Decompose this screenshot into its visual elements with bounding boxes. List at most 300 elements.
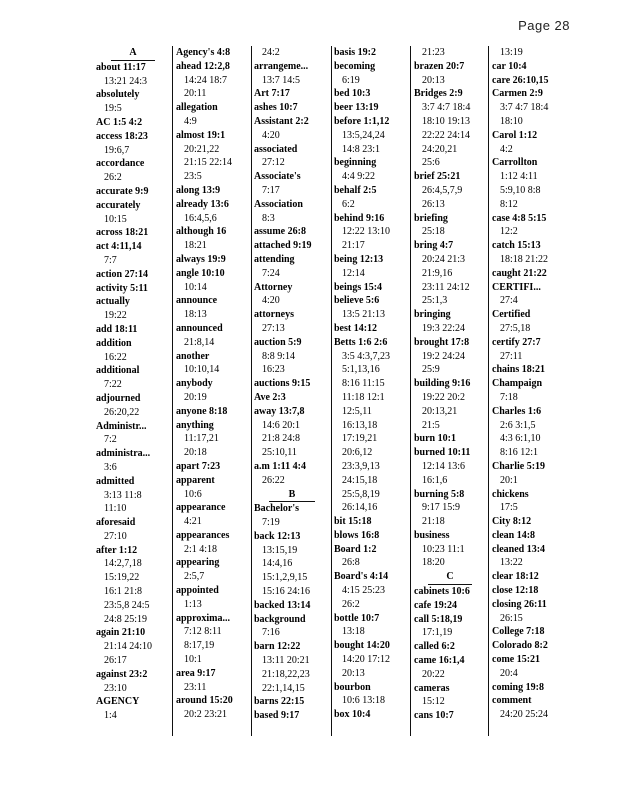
index-reference: 10:10,14	[184, 364, 220, 376]
index-reference: 2:6 3:1,5	[500, 419, 536, 431]
index-column-5	[412, 46, 486, 736]
index-reference: 20:11	[184, 88, 207, 100]
index-term: cameras	[414, 682, 450, 694]
index-term: almost 19:1	[176, 129, 226, 141]
index-reference: 27:11	[500, 350, 523, 362]
index-reference: 13:18	[342, 626, 365, 638]
index-term: burned 10:11	[414, 447, 471, 459]
index-reference: 26:14,16	[342, 502, 378, 514]
index-reference: 7:7	[104, 254, 117, 266]
index-term: bottle 10:7	[334, 612, 380, 624]
index-term: allegation	[176, 102, 218, 114]
index-term: barn 12:22	[254, 641, 301, 653]
index-term: along 13:9	[176, 184, 221, 196]
index-reference: 26:2	[342, 598, 360, 610]
column-divider	[172, 46, 173, 736]
index-reference: 16:1,6	[422, 474, 448, 486]
index-reference: 2:1 4:18	[184, 543, 218, 555]
index-reference: 13:5,24,24	[342, 129, 385, 141]
index-column-4	[332, 46, 408, 736]
index-term: clean 14:8	[492, 529, 536, 541]
index-term: bourbon	[334, 681, 371, 693]
index-reference: 27:4	[500, 295, 518, 307]
index-reference: 10:14	[184, 281, 207, 293]
index-term: Betts 1:6 2:6	[334, 336, 388, 348]
index-reference: 17:5	[500, 502, 518, 514]
index-term: apparent	[176, 474, 215, 486]
index-reference: 10:1	[184, 654, 202, 666]
index-reference: 26:22	[262, 474, 285, 486]
index-term: across 18:21	[96, 227, 149, 239]
index-term: additional	[96, 365, 140, 377]
index-term: clear 18:12	[492, 571, 539, 583]
index-reference: 12:22 13:10	[342, 226, 391, 238]
index-reference: 23:10	[104, 682, 127, 694]
index-term: administra...	[96, 448, 151, 460]
index-column-3	[252, 46, 330, 736]
index-term: backed 13:14	[254, 599, 311, 611]
index-reference: 12:14 13:6	[422, 460, 466, 472]
index-reference: 1:12 4:11	[500, 171, 538, 183]
index-term: business	[414, 529, 450, 541]
column-divider	[410, 46, 411, 736]
index-term: Charles 1:6	[492, 405, 542, 417]
index-reference: 22:22 24:14	[422, 129, 471, 141]
index-term: being 12:13	[334, 253, 384, 265]
index-reference: 20:24 21:3	[422, 253, 466, 265]
index-reference: 18:21	[184, 240, 207, 252]
index-reference: 25:5,8,19	[342, 488, 380, 500]
index-reference: 16:13,18	[342, 419, 378, 431]
index-term: beginning	[334, 157, 377, 169]
index-term: action 27:14	[96, 268, 148, 280]
index-reference: 25:6	[422, 157, 440, 169]
index-column-6	[490, 46, 572, 736]
index-term: catch 15:13	[492, 240, 541, 252]
index-term: area 9:17	[176, 667, 216, 679]
index-term: bringing	[414, 309, 451, 321]
index-reference: 8:16 12:1	[500, 447, 539, 459]
index-reference: 20:19	[184, 391, 207, 403]
index-term: car 10:4	[492, 60, 527, 72]
index-reference: 20:6,12	[342, 447, 373, 459]
index-reference: 14:2,7,18	[104, 558, 142, 570]
index-reference: 24:2	[262, 47, 280, 58]
index-reference: 20:22	[422, 668, 445, 680]
index-reference: 21:5	[422, 419, 440, 431]
index-reference: 25:1,3	[422, 295, 448, 307]
index-reference: 15:19,22	[104, 572, 140, 584]
index-term: brought 17:8	[414, 336, 470, 348]
index-term: before 1:1,12	[334, 115, 390, 127]
index-term: Certified	[492, 309, 531, 321]
index-reference: 20:18	[184, 447, 207, 459]
index-term: CERTIFI...	[492, 281, 541, 293]
index-term: AGENCY	[96, 696, 140, 708]
index-term: certify 27:7	[492, 336, 541, 348]
index-term: approxima...	[176, 612, 230, 624]
index-reference: 7:2	[104, 434, 117, 446]
index-reference: 4:21	[184, 516, 202, 528]
index-term: anybody	[176, 378, 213, 390]
index-reference: 8:3	[262, 212, 275, 224]
index-reference: 7:18	[500, 391, 518, 403]
index-term: brazen 20:7	[414, 60, 465, 72]
index-reference: 21:18,22,23	[262, 668, 310, 680]
index-term: brief 25:21	[414, 171, 461, 183]
index-reference: 23:3,9,13	[342, 460, 380, 472]
column-divider	[488, 46, 489, 736]
index-term: comment	[492, 695, 532, 707]
index-term: Board's 4:14	[334, 571, 389, 583]
index-reference: 8:12	[500, 198, 518, 210]
index-reference: 7:12 8:11	[184, 626, 222, 638]
index-reference: 16:1 21:8	[104, 586, 143, 598]
index-reference: 27:5,18	[500, 322, 531, 334]
index-term: accurately	[96, 199, 141, 211]
index-reference: 14:8 23:1	[342, 143, 381, 155]
index-reference: 5:9,10 8:8	[500, 184, 541, 196]
index-term: building 9:16	[414, 378, 471, 390]
index-reference: 10:23 11:1	[422, 543, 465, 555]
index-reference: 13:11 20:21	[262, 655, 310, 667]
index-reference: 27:12	[262, 157, 285, 169]
index-term: bring 4:7	[414, 240, 454, 252]
index-reference: 13:7 14:5	[262, 74, 301, 86]
index-reference: 20:1	[500, 474, 518, 486]
index-reference: 18:18 21:22	[500, 253, 549, 265]
index-term: adjourned	[96, 392, 141, 404]
index-term: cafe 19:24	[414, 599, 458, 611]
index-reference: 19:22	[104, 310, 127, 322]
index-term: associated	[254, 143, 298, 155]
index-reference: 25:10,11	[262, 447, 297, 459]
index-term: Carmen 2:9	[492, 88, 543, 100]
index-reference: 11:10	[104, 503, 127, 515]
index-term: briefing	[414, 212, 448, 224]
index-term: behalf 2:5	[334, 184, 377, 196]
index-reference: 3:13 11:8	[104, 489, 142, 501]
index-term: auction 5:9	[254, 336, 302, 348]
index-term: admitted	[96, 475, 135, 487]
index-reference: 18:10 19:13	[422, 115, 471, 127]
index-term: Administr...	[96, 420, 147, 432]
index-term: access 18:23	[96, 130, 148, 142]
index-reference: 4:4 9:22	[342, 171, 376, 183]
index-term: a.m 1:11 4:4	[254, 460, 306, 472]
index-reference: 12:14	[342, 267, 365, 279]
index-reference: 21:8,14	[184, 336, 215, 348]
index-term: announce	[176, 295, 218, 307]
index-term: act 4:11,14	[96, 241, 142, 253]
index-reference: 3:7 4:7 18:4	[500, 102, 549, 114]
index-term: blows 16:8	[334, 529, 380, 541]
index-term: Board 1:2	[334, 543, 377, 555]
index-reference: 12:5,11	[342, 405, 372, 417]
index-reference: 10:15	[104, 213, 127, 225]
index-reference: 21:9,16	[422, 267, 453, 279]
index-term: against 23:2	[96, 668, 148, 680]
index-term: assume 26:8	[254, 226, 306, 238]
index-reference: 7:17	[262, 184, 280, 196]
index-term: burning 5:8	[414, 488, 465, 500]
index-term: cabinets 10:6	[414, 586, 470, 598]
index-term: believe 5:6	[334, 295, 380, 307]
index-reference: 15:1,2,9,15	[262, 572, 308, 584]
index-reference: 27:10	[104, 530, 127, 542]
index-term: beer 13:19	[334, 102, 379, 114]
index-term: Art 7:17	[254, 88, 290, 100]
page-number: Page 28	[518, 18, 570, 33]
index-term: box 10:4	[334, 709, 371, 721]
index-term: after 1:12	[96, 544, 138, 556]
index-term: appointed	[176, 585, 219, 597]
index-reference: 4:9	[184, 115, 197, 127]
index-reference: 4:3 6:1,10	[500, 433, 541, 445]
index-reference: 3:6	[104, 461, 117, 473]
index-term: cans 10:7	[414, 710, 454, 722]
index-reference: 19:5	[104, 103, 122, 115]
index-reference: 4:2	[500, 143, 513, 155]
index-reference: 20:21,22	[184, 143, 220, 155]
index-term: bed 10:3	[334, 88, 371, 100]
index-reference: 11:18 12:1	[342, 391, 385, 403]
index-term: Bachelor's	[254, 503, 299, 515]
index-term: becoming	[334, 60, 376, 72]
index-term: Ave 2:3	[254, 391, 286, 403]
index-term: care 26:10,15	[492, 74, 549, 86]
index-reference: 26:2	[104, 172, 122, 184]
index-term: case 4:8 5:15	[492, 212, 547, 224]
index-term: absolutely	[96, 89, 140, 101]
section-letter: C	[414, 570, 486, 585]
index-reference: 8:8 9:14	[262, 350, 296, 362]
index-reference: 4:15 25:23	[342, 585, 386, 597]
index-term: based 9:17	[254, 710, 300, 722]
index-term: barns 22:15	[254, 696, 305, 708]
index-reference: 17:1,19	[422, 627, 453, 639]
index-term: actually	[96, 296, 130, 308]
index-term: background	[254, 613, 306, 625]
index-reference: 1:13	[184, 598, 202, 610]
index-term: already 13:6	[176, 198, 229, 210]
index-reference: 23:11	[184, 681, 207, 693]
index-reference: 18:20	[422, 557, 445, 569]
index-reference: 20:13,21	[422, 405, 458, 417]
index-term: attached 9:19	[254, 240, 312, 252]
index-term: addition	[96, 337, 132, 349]
index-term: closing 26:11	[492, 598, 547, 610]
index-reference: 21:18	[422, 516, 445, 528]
index-reference: 20:2 23:21	[184, 709, 228, 721]
index-term: again 21:10	[96, 627, 146, 639]
index-reference: 14:6 20:1	[262, 419, 301, 431]
section-letter: B	[254, 488, 330, 503]
index-term: Attorney	[254, 281, 293, 293]
index-reference: 3:7 4:7 18:4	[422, 102, 471, 114]
index-term: chains 18:21	[492, 364, 546, 376]
index-term: auctions 9:15	[254, 378, 311, 390]
index-reference: 25:9	[422, 364, 440, 376]
index-reference: 19:22 20:2	[422, 391, 466, 403]
index-term: angle 10:10	[176, 267, 225, 279]
index-term: appearances	[176, 529, 230, 541]
index-term: attorneys	[254, 309, 294, 321]
index-reference: 16:22	[104, 351, 127, 363]
index-reference: 20:13	[422, 74, 445, 86]
index-reference: 15:12	[422, 696, 445, 708]
index-term: back 12:13	[254, 530, 301, 542]
index-reference: 18:10	[500, 115, 523, 127]
index-column-2	[174, 46, 250, 736]
index-reference: 26:8	[342, 557, 360, 569]
section-letter: A	[96, 46, 170, 61]
index-reference: 26:17	[104, 655, 127, 667]
index-reference: 22:1,14,15	[262, 682, 305, 694]
index-reference: 26:4,5,7,9	[422, 184, 463, 196]
index-term: Champaign	[492, 378, 543, 390]
index-term: come 15:21	[492, 654, 541, 666]
index-term: City 8:12	[492, 516, 532, 528]
index-term: behind 9:16	[334, 212, 385, 224]
index-reference: 16:4,5,6	[184, 212, 217, 224]
index-reference: 14:4,16	[262, 558, 293, 570]
index-term: Colorado 8:2	[492, 640, 548, 652]
index-reference: 7:24	[262, 267, 280, 279]
index-term: Assistant 2:2	[254, 115, 309, 127]
index-reference: 20:13	[342, 667, 365, 679]
index-term: accurate 9:9	[96, 185, 149, 197]
index-reference: 11:17,21	[184, 433, 219, 445]
index-reference: 18:13	[184, 309, 207, 321]
index-term: around 15:20	[176, 695, 233, 707]
index-reference: 7:22	[104, 379, 122, 391]
index-reference: 13:19	[500, 47, 523, 58]
index-term: about 11:17	[96, 61, 146, 73]
index-term: cleaned 13:4	[492, 543, 546, 555]
index-reference: 19:2 24:24	[422, 350, 466, 362]
index-reference: 4:20	[262, 295, 280, 307]
index-reference: 5:1,13,16	[342, 364, 380, 376]
index-term: close 12:18	[492, 585, 539, 597]
index-reference: 19:3 22:24	[422, 322, 466, 334]
index-reference: 25:18	[422, 226, 445, 238]
index-reference: 7:16	[262, 627, 280, 639]
index-reference: 20:4	[500, 667, 518, 679]
index-reference: 24:8 25:19	[104, 613, 148, 625]
index-term: away 13:7,8	[254, 405, 305, 417]
index-term: arrangeme...	[254, 60, 309, 72]
index-term: caught 21:22	[492, 267, 547, 279]
index-term: accordance	[96, 158, 145, 170]
index-term: coming 19:8	[492, 681, 544, 693]
index-term: always 19:9	[176, 253, 226, 265]
index-reference: 4:20	[262, 129, 280, 141]
index-reference: 14:24 18:7	[184, 74, 228, 86]
index-term: Carol 1:12	[492, 129, 538, 141]
index-term: College 7:18	[492, 626, 545, 638]
index-term: announced	[176, 322, 223, 334]
index-reference: 13:5 21:13	[342, 309, 386, 321]
index-term: Carrollton	[492, 157, 538, 169]
index-reference: 6:19	[342, 74, 360, 86]
index-term: Charlie 5:19	[492, 460, 546, 472]
index-term: ashes 10:7	[254, 102, 298, 114]
index-reference: 12:2	[500, 226, 518, 238]
index-reference: 9:17 15:9	[422, 502, 461, 514]
index-term: ahead 12:2,8	[176, 60, 230, 72]
index-reference: 23:5	[184, 171, 202, 183]
index-reference: 17:19,21	[342, 433, 378, 445]
index-term: add 18:11	[96, 323, 138, 335]
index-term: attending	[254, 253, 295, 265]
index-reference: 23:5,8 24:5	[104, 599, 150, 611]
index-reference: 8:17,19	[184, 640, 215, 652]
index-term: bit 15:18	[334, 516, 372, 528]
index-reference: 10:6	[184, 488, 202, 500]
index-reference: 13:22	[500, 557, 523, 569]
index-reference: 14:20 17:12	[342, 654, 391, 666]
index-term: Associate's	[254, 171, 301, 183]
index-term: activity 5:11	[96, 282, 148, 294]
index-term: Association	[254, 198, 303, 210]
index-term: bought 14:20	[334, 640, 390, 652]
index-reference: 13:21 24:3	[104, 75, 148, 87]
index-reference: 21:8 24:8	[262, 433, 301, 445]
index-reference: 6:2	[342, 198, 355, 210]
index-reference: 16:23	[262, 364, 285, 376]
index-term: came 16:1,4	[414, 655, 465, 667]
index-term: called 6:2	[414, 641, 455, 653]
word-index	[94, 46, 572, 736]
index-term: call 5:18,19	[414, 613, 463, 625]
index-reference: 24:20 25:24	[500, 709, 549, 721]
index-term: anyone 8:18	[176, 405, 228, 417]
index-reference: 21:15 22:14	[184, 157, 233, 169]
index-reference: 21:17	[342, 240, 365, 252]
index-reference: 15:16 24:16	[262, 586, 311, 598]
index-term: apart 7:23	[176, 460, 221, 472]
index-reference: 23:11 24:12	[422, 281, 470, 293]
index-reference: 24:15,18	[342, 474, 378, 486]
index-reference: 21:14 24:10	[104, 641, 153, 653]
index-term: Agency's 4:8	[176, 47, 231, 58]
index-reference: 1:4	[104, 710, 117, 722]
index-term: basis 19:2	[334, 47, 376, 58]
index-term: burn 10:1	[414, 433, 456, 445]
index-term: appearance	[176, 502, 226, 514]
index-reference: 2:5,7	[184, 571, 205, 583]
index-reference: 27:13	[262, 322, 285, 334]
index-term: aforesaid	[96, 517, 136, 529]
index-reference: 26:20,22	[104, 406, 140, 418]
index-term: beings 15:4	[334, 281, 383, 293]
index-reference: 26:13	[422, 198, 445, 210]
index-reference: 13:15,19	[262, 544, 298, 556]
index-reference: 8:16 11:15	[342, 378, 385, 390]
index-reference: 10:6 13:18	[342, 695, 386, 707]
index-term: Bridges 2:9	[414, 88, 463, 100]
index-reference: 19:6,7	[104, 144, 130, 156]
index-reference: 26:15	[500, 612, 523, 624]
index-term: anything	[176, 419, 214, 431]
index-reference: 21:23	[422, 47, 445, 58]
index-column-1	[94, 46, 170, 736]
index-term: AC 1:5 4:2	[96, 116, 143, 128]
index-reference: 7:19	[262, 517, 280, 529]
index-term: appearing	[176, 557, 220, 569]
index-reference: 24:20,21	[422, 143, 458, 155]
